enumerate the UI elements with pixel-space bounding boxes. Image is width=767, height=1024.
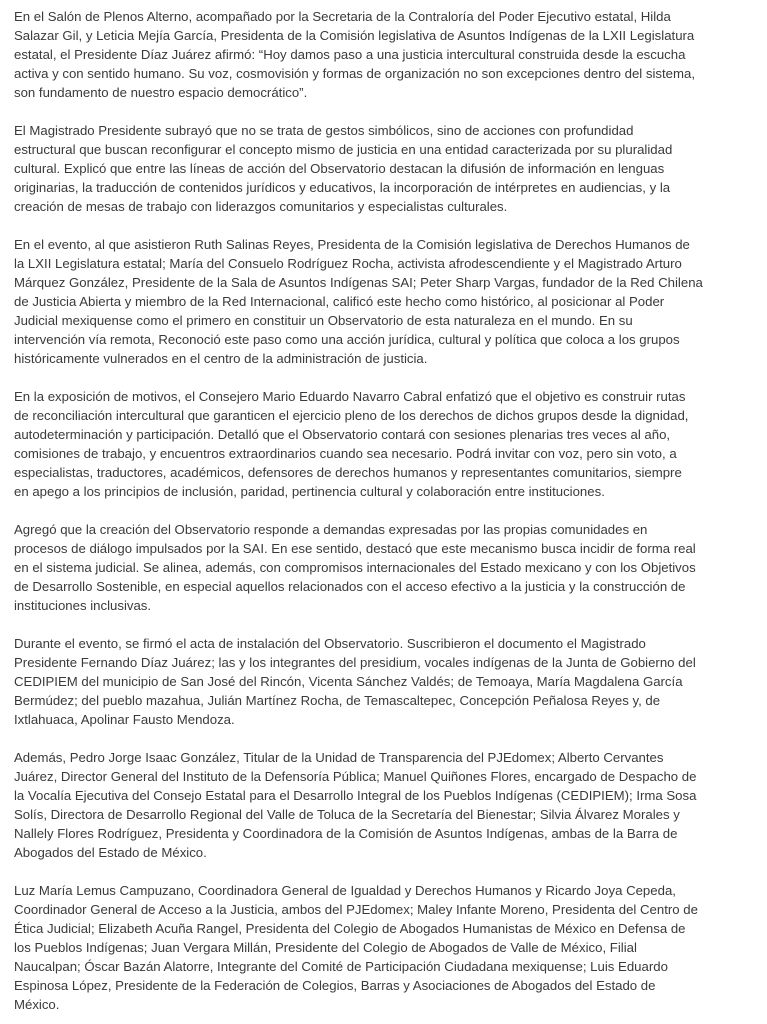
paragraph-8: Luz María Lemus Campuzano, Coordinadora General de Igualdad y Derechos Humanos y Ricardo Joya Cepeda, Coordinador General de Acceso a la Justicia, ambos del PJEdomex; Maley Infante Moreno, Presidenta del Centro de Ética Judicial; Elizabeth Acuña Rangel, Presidenta del Colegio de Abogados Humanistas de México en Defensa de los Pueblos Indígenas; Juan Vergara Millán, Presidente del Colegio de Abogados de Valle de México, Filial Naucalpan; Óscar Bazán Alatorre, Integrante del Comité de Participación Ciudadana mexiquense; Luis Eduardo Espinosa López, Presidente de la Federación de Colegios, Barras y Asociaciones de Abogados del Estado de México. — [14, 883, 698, 1012]
paragraph-7: Además, Pedro Jorge Isaac González, Titular de la Unidad de Transparencia del PJEdomex; Alberto Cervantes Juárez, Director General del Instituto de la Defensoría Pública; Manuel Quiñones Flores, encargado de Despacho de la Vocalía Ejecutiva del Consejo Estatal para el Desarrollo Integral de los Pueblos Indígenas (CEDIPIEM); Irma Sosa Solís, Directora de Desarrollo Regional del Valle de Toluca de la Secretaría del Bienestar; Silvia Álvarez Morales y Nallely Flores Rodríguez, Presidenta y Coordinadora de la Comisión de Asuntos Indígenas, ambas de la Barra de Abogados del Estado de México. — [14, 750, 697, 860]
paragraph-4: En la exposición de motivos, el Consejero Mario Eduardo Navarro Cabral enfatizó que el objetivo es construir rutas de reconciliación intercultural que garanticen el ejercicio pleno de los derechos de dichos grupos desde la dignidad, autodeterminación y participación. Detalló que el Observatorio contará con sesiones plenarias tres veces al año, comisiones de trabajo, y encuentros extraordinarios cuando sea necesario. Podrá invitar con voz, pero sin voto, a especialistas, traductores, académicos, defensores de derechos humanos y representantes comunitarios, siempre en apego a los principios de inclusión, paridad, pertinencia cultural y colaboración entre instituciones. — [14, 389, 689, 499]
paragraph-2: El Magistrado Presidente subrayó que no se trata de gestos simbólicos, sino de acciones con profundidad estructural que buscan reconfigurar el concepto mismo de justicia en una entidad caracterizada por su pluralidad cultural. Explicó que entre las líneas de acción del Observatorio destacan la difusión de información en lenguas originarias, la traducción de contenidos jurídicos y educativos, la incorporación de intérpretes en audiencias, y la creación de mesas de trabajo con liderazgos comunitarios y especialistas culturales. — [14, 123, 673, 214]
article-body — [14, 7, 759, 1014]
paragraph-3: En el evento, al que asistieron Ruth Salinas Reyes, Presidenta de la Comisión legislativa de Derechos Humanos de la LXII Legislatura estatal; María del Consuelo Rodríguez Rocha, activista afrodescendiente y el Magistrado Arturo Márquez González, Presidente de la Sala de Asuntos Indígenas SAI; Peter Sharp Vargas, fundador de la Red Chilena de Justicia Abierta y miembro de la Red Internacional, calificó este hecho como histórico, al posicionar al Poder Judicial mexiquense como el primero en constituir un Observatorio de esta naturaleza en el mundo. En su intervención vía remota, Reconoció este paso como una acción jurídica, cultural y política que coloca a los grupos históricamente vulnerados en el centro de la administración de justicia. — [14, 237, 703, 366]
paragraph-5: Agregó que la creación del Observatorio responde a demandas expresadas por las propias comunidades en procesos de diálogo impulsados por la SAI. En ese sentido, destacó que este mecanismo busca incidir de forma real en el sistema judicial. Se alinea, además, con compromisos internacionales del Estado mexicano y con los Objetivos de Desarrollo Sostenible, en especial aquellos relacionados con el acceso efectivo a la justicia y la construcción de instituciones inclusivas. — [14, 522, 696, 613]
paragraph-1: En el Salón de Plenos Alterno, acompañado por la Secretaria de la Contraloría del Poder Ejecutivo estatal, Hilda Salazar Gil, y Leticia Mejía García, Presidenta de la Comisión legislativa de Asuntos Indígenas de la LXII Legislatura estatal, el Presidente Díaz Juárez afirmó: “Hoy damos paso a una justicia intercultural construida desde la escucha activa y con sentido humano. Su voz, cosmovisión y formas de organización no son excepciones dentro del sistema, son fundamento de nuestro espacio democrático”. — [14, 9, 695, 100]
paragraph-6: Durante el evento, se firmó el acta de instalación del Observatorio. Suscribieron el documento el Magistrado Presidente Fernando Díaz Juárez; las y los integrantes del presidium, vocales indígenas de la Junta de Gobierno del CEDIPIEM del municipio de San José del Rincón, Vicenta Sánchez Valdés; de Temoaya, María Magdalena García Bermúdez; del pueblo mazahua, Julián Martínez Rocha, de Temascaltepec, Concepción Peñalosa Reyes y, de Ixtlahuaca, Apolinar Fausto Mendoza. — [14, 636, 696, 727]
